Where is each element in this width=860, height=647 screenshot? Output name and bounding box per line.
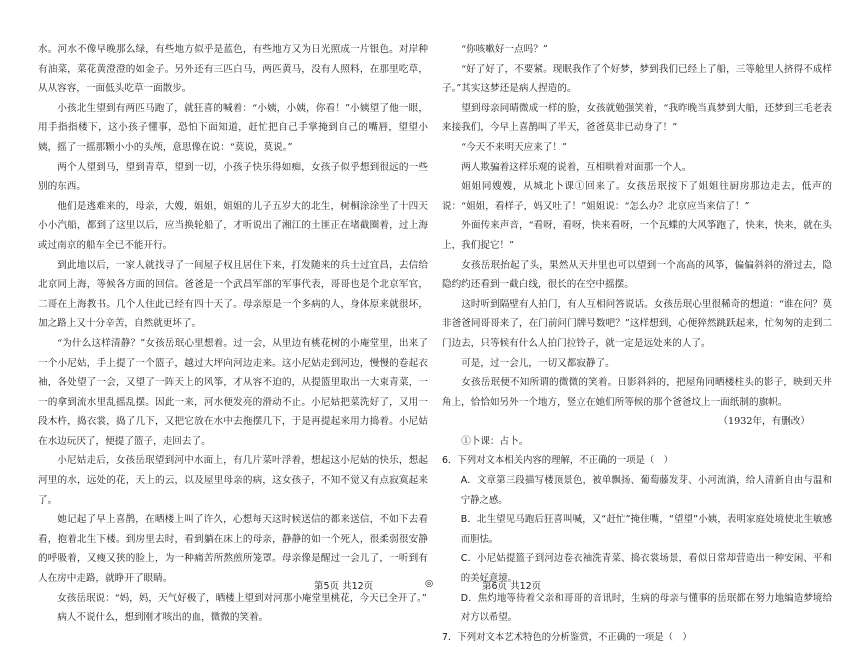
left-paragraph: 小尼姑走后，女孩岳珉望到河中水面上，有几片菜叶浮着，想起这小尼姑的快乐，想起河里的水，远处的花，天上的云，以及屋里母亲的病，这女孩子，不知不觉又有点寂寞起来了。: [38, 455, 428, 506]
right-paragraph: 姐姐同嫂嫂，从城北卜课①回来了。女孩岳珉按下了姐姐往厨房那边走去，低声的说：“姐姐，看样子，妈又吐了！”姐姐说：“怎么办？北京应当来信了！”: [442, 181, 832, 212]
answer-option: A．文章第三段描写楼顶景色，被单飘扬、葡萄藤发芽、小河流淌，给人清新自由与温和宁静之感。: [460, 475, 832, 506]
right-paragraph: 女孩岳珉便不知所谓的微微的笑着。日影斜斜的，把屋角同晒楼柱头的影子，映到天井角上，恰恰如另外一个地方，竖立在她们所等候的那个爸爸坟上一面纸制的旗帜。: [442, 377, 832, 408]
right-paragraph: ①卜课：占卜。: [461, 435, 529, 447]
page-number-left: 第5页 共12页: [314, 581, 374, 592]
left-paragraph: 病人不说什么，想到刚才咳出的血，微微的笑着。: [57, 612, 269, 624]
right-paragraph: “好了好了，不要紧。现眠我作了个好梦，梦到我们已经上了船，三等舱里人挤得不成样子。”其实这梦还是病人捏造的。: [442, 63, 832, 95]
answer-option: D．焦灼地等待着父亲和哥哥的音讯时，生病的母亲与懂事的岳珉都在努力地编造梦境给对方以希望。: [460, 592, 832, 624]
page-center-mark: ◎: [425, 578, 434, 589]
left-paragraph: 到此地以后，一家人就找寻了一间屋子权且居住下来，打发随来的兵士过宜昌，去信给北京同上海，等候各方面的回信。爸爸是一个武昌军部的军事代表，哥哥也是个北京军官，二哥在上海教书。几个人住此已经有四十天了。母亲原是一个多病的人，身体原来就很坏，加之路上又十分辛苦，自然就更坏了。: [38, 259, 428, 330]
answer-option: C．小尼姑提篮子到河边卷衣袖洗青菜、捣衣裳场景，看似日常却营造出一种安闲、平和的美好意境。: [460, 553, 832, 585]
right-paragraph: 两人欺骗着这样乐观的说着，互相哄着对面那一个人。: [461, 161, 692, 173]
left-column: [38, 40, 428, 628]
left-paragraph: 小孩北生望到有两匹马跑了，就狂喜的喊着：“小姨，小姨，你看！”小姨望了他一眼，用手指指楼下，这小孩子懂事，恐怕下面知道，赶忙把自己手掌掩到自己的嘴唇，望望小姨，摇了一摇那颗小小的头颅，意思像在说：“莫说，莫说。”: [38, 102, 428, 153]
right-column: [442, 40, 832, 647]
right-paragraph: 望到母亲同晴微成一样的脸，女孩就勉强笑着，“我昨晚当真梦到大船，还梦到三毛老表来接我们，今早上喜鹊叫了半天，爸爸莫非已动身了！”: [442, 102, 832, 134]
left-paragraph: 他们是逃难来的，母亲，大嫂，姐姐，姐姐的儿子五岁大的北生，树桐涂涂坐了十四天小小汽船，都到了这里以后，应当换轮船了，才听说出了湘江的土匪正在堵截圈着，过上海或过南京的船车全已不能开行。: [38, 200, 428, 251]
right-paragraph: 这时听到隔壁有人拍门，有人互相问答说话。女孩岳珉心里很稀奇的想道：“谁在问？莫非爸爸同哥哥来了，在门前问门牌号数吧？”这样想到，心便猝然跳跃起来，忙匆匆的走到二门边去，只等候有什么人拍门拉铃子，就一定是远处来的人了。: [442, 298, 832, 349]
right-paragraph: “今天不来明天应来了！”: [461, 141, 567, 153]
left-paragraph: 水。河水不像早晚那么绿，有些地方似乎是蓝色，有些地方又为日光照成一片银色。对岸种有油菜，菜花黄澄澄的如金子。另外还有三匹白马，两匹黄马，没有人照料，在那里吃草，从从容容，一面低头吃草一面散步。: [38, 44, 428, 95]
source-note: （1932年，有删改）: [718, 416, 810, 428]
left-paragraph: 两个人望到马，望到青草，望到一切，小孩子快乐得如痴，女孩子似乎想到很远的一些别的东西。: [38, 161, 428, 193]
left-paragraph: “为什么这样清静？”女孩岳珉心里想着。过一会，从里边有桃花树的小庵堂里，出来了一个小尼姑，手上提了一个篮子，越过大坪向河边走来。这小尼姑走到河边，慢慢的卷起衣袖，各处望了一会，又望了一阵天上的风筝，才从容不迫的，从提篮里取出一大束青菜，一一的拿到流水里乱摇乱摆。因此一来，河水便发亮的滑动不止。小尼姑把菜洗好了，又用一段木杵，捣衣裳，捣了几下，又把它放在水中去拖摆几下，于是再提起来用力捣着。小尼姑在水边玩厌了，便提了篮子，走回去了。: [38, 337, 428, 447]
right-paragraph: 女孩岳珉抬起了头，果然从天井里也可以望到一个高高的风筝，偏偏斜斜的滑过去，隐隐约约还看到一截白线，很长的在空中摇摆。: [442, 259, 832, 291]
page-number-right: 第6页 共12页: [482, 581, 542, 592]
question-heading: 6．下列对文本相关内容的理解，不正确的一项是（ ）: [442, 455, 673, 467]
right-paragraph: 可是，过一会儿，一切又都寂静了。: [461, 357, 615, 369]
question-heading: 7．下列对文本艺术特色的分析鉴赏，不正确的一项是（ ）: [442, 631, 692, 643]
left-paragraph: 女孩岳珉说：“妈，妈，天气好极了，晒楼上望到对河那小庵堂里桃花，今天已全开了。”: [57, 592, 427, 604]
right-paragraph: “你咳嗽好一点吗？”: [461, 44, 548, 55]
answer-option: B．北生望见马跑后狂喜叫喊，又“赶忙”掩住嘴，“望望”小姨，表明家庭处境使北生敏感而胆怯。: [460, 514, 832, 545]
right-paragraph: 外面传来声音，“看呀，看呀，快来看呀，一个瓦蝶的大风筝跑了，快来，快来，就在头上，我们捉它！”: [442, 220, 832, 251]
left-paragraph: 她记起了早上喜鹊，在晒楼上叫了许久，心想每天这时候送信的都来送信，不如下去看看，抱着北生下楼。到房里去时，看到躺在床上的母亲，静静的如一个死人，很柔弱很安静的呼吸着，又瘦又狭的脸上，为一种痛苦所熬煎所笼罩。母亲像是醒过一会儿了，一听到有人在房中走路，就睁开了眼睛。: [38, 514, 428, 585]
